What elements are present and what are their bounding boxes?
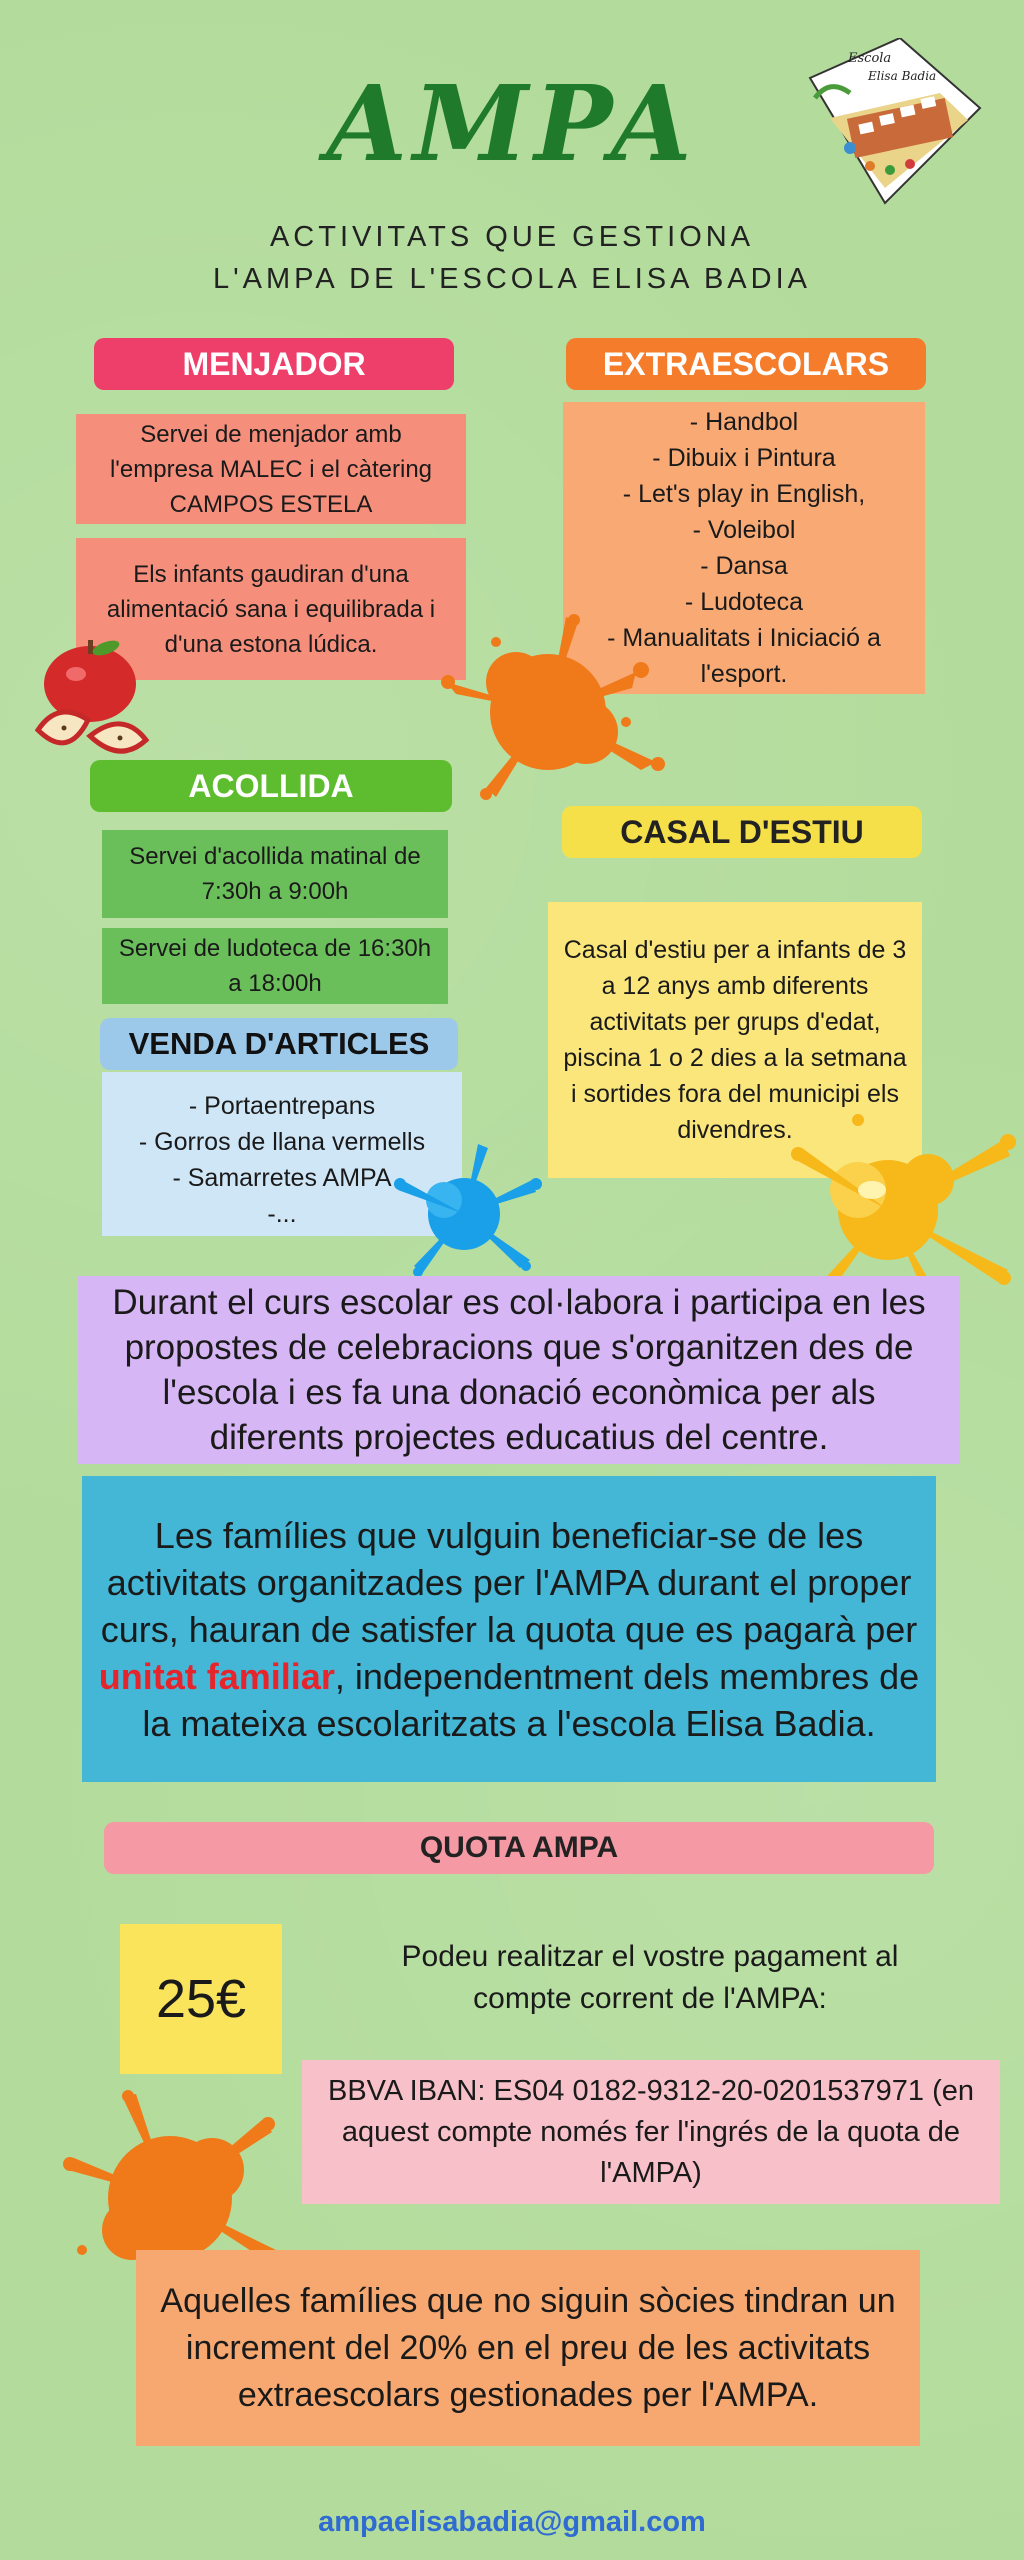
families-highlight: unitat familiar (98, 1655, 335, 1697)
page-title: AMPA (326, 62, 698, 185)
list-item: - Samarretes AMPA (172, 1164, 392, 1192)
list-item: - Dansa (700, 552, 788, 580)
logo-text-1: Escola (848, 51, 892, 66)
list-item: - Dibuix i Pintura (652, 444, 836, 472)
school-logo (790, 38, 990, 208)
menjador-food-box: Els infants gaudiran d'una alimentació sana i equilibrada i d'una estona lúdica. (76, 538, 466, 680)
families-text-before: Les famílies que vulguin beneficiar-se de les activitats organitzades per l'AMPA durant el proper curs, hauran de satisfer la quota que es pagarà per (100, 1514, 918, 1650)
list-item: -... (267, 1200, 297, 1228)
collabora-box: Durant el curs escolar es col·labora i participa en les propostes de celebracions que s'organitzen des de l'escola i es fa una donació econòmica per als diferents projectes educatius del centre. (78, 1276, 960, 1464)
acollida-ludoteca-box: Servei de ludoteca de 16:30h a 18:00h (102, 928, 448, 1004)
iban-box: BBVA IBAN: ES04 0182-9312-20-0201537971 (en aquest compte només fer l'ingrés de la quota de l'AMPA) (302, 2060, 1000, 2204)
families-box (82, 1476, 936, 1782)
no-socis-box: Aquelles famílies que no siguin sòcies tindran un increment del 20% en el preu de les activitats extraescolars gestionades per l'AMPA. (136, 2250, 920, 2446)
subtitle (0, 216, 1024, 300)
casal-box: Casal d'estiu per a infants de 3 a 12 anys amb diferents activitats per grups d'edat, piscina 1 o 2 dies a la setmana i sortides fora del municipi els divendres. (548, 902, 922, 1178)
list-item: - Let's play in English, (622, 480, 866, 508)
acollida-heading: ACOLLIDA (90, 760, 452, 812)
payment-text: Podeu realitzar el vostre pagament al compte corrent de l'AMPA: (401, 1940, 899, 2015)
list-item: - Manualitats i Iniciació a (607, 624, 881, 652)
acollida-morning-box: Servei d'acollida matinal de 7:30h a 9:00h (102, 830, 448, 918)
quota-heading: QUOTA AMPA (104, 1822, 934, 1874)
logo-text-2: Elisa Badia (868, 69, 937, 83)
apple-illustration (28, 640, 158, 764)
list-item: - Portaentrepans (188, 1092, 376, 1120)
paint-splash-orange (436, 612, 666, 802)
contact-email[interactable]: ampaelisabadia@gmail.com (318, 2506, 706, 2538)
list-item: - Voleibol (692, 516, 796, 544)
list-item: - Gorros de llana vermells (138, 1128, 426, 1156)
list-item: - Handbol (689, 408, 799, 436)
menjador-service-box: Servei de menjador amb l'empresa MALEC i el càtering CAMPOS ESTELA (76, 414, 466, 524)
paint-splash-blue (392, 1140, 542, 1280)
casal-heading: CASAL D'ESTIU (562, 806, 922, 858)
menjador-heading: MENJADOR (94, 338, 454, 390)
venda-heading: VENDA D'ARTICLES (100, 1018, 458, 1070)
subtitle-line-2: L'AMPA DE L'ESCOLA ELISA BADIA (213, 263, 811, 295)
subtitle-line-1: ACTIVITATS QUE GESTIONA (269, 221, 755, 253)
extraescolars-heading: EXTRAESCOLARS (566, 338, 926, 390)
price-box: 25€ (120, 1924, 282, 2074)
families-text-after: , independentment dels membres de la mateixa escolaritzats a l'escola Elisa Badia. (142, 1655, 920, 1744)
list-item: l'esport. (700, 660, 788, 688)
list-item: - Ludoteca (684, 588, 804, 616)
paint-splash-yellow (788, 1100, 1018, 1300)
